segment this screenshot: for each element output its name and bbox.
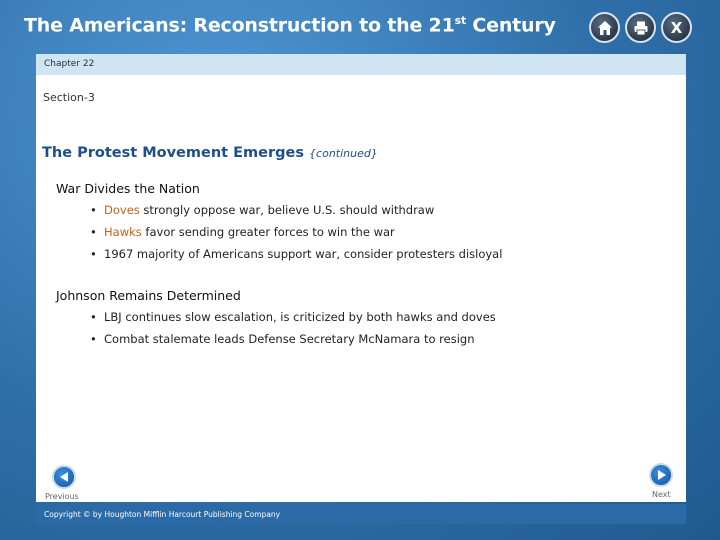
- arrow-left-icon: [60, 472, 68, 482]
- home-icon[interactable]: [589, 12, 620, 43]
- arrow-right-icon: [658, 470, 666, 480]
- copyright-footer: Copyright © by Houghton Mifflin Harcourt Publishing Company: [36, 504, 686, 524]
- bullet-list: [90, 202, 502, 268]
- section-label: Section-3: [43, 91, 95, 104]
- bullet-item: • Combat stalemate leads Defense Secretary McNamara to resign: [90, 331, 496, 353]
- close-icon[interactable]: X: [661, 12, 692, 43]
- topic-title: War Divides the Nation: [56, 181, 200, 196]
- presentation-title: The Americans: Reconstruction to the 21st Century: [24, 14, 556, 37]
- topic-title: Johnson Remains Determined: [56, 288, 241, 303]
- next-button[interactable]: [649, 463, 673, 487]
- previous-button[interactable]: [52, 465, 76, 489]
- previous-label: Previous: [45, 492, 79, 501]
- print-icon[interactable]: [625, 12, 656, 43]
- bullet-item: • Hawks favor sending greater forces to win the war: [90, 224, 502, 246]
- slide-content: [36, 54, 686, 502]
- slide-heading: The Protest Movement Emerges {continued}: [42, 145, 378, 161]
- bullet-item: • Doves strongly oppose war, believe U.S. should withdraw: [90, 202, 502, 224]
- bullet-list: [90, 309, 496, 353]
- chapter-bar: Chapter 22: [36, 54, 686, 75]
- bullet-item: • LBJ continues slow escalation, is criticized by both hawks and doves: [90, 309, 496, 331]
- header-nav-icons: [589, 12, 692, 43]
- bullet-item: • 1967 majority of Americans support war, consider protesters disloyal: [90, 246, 502, 268]
- next-label: Next: [652, 490, 671, 499]
